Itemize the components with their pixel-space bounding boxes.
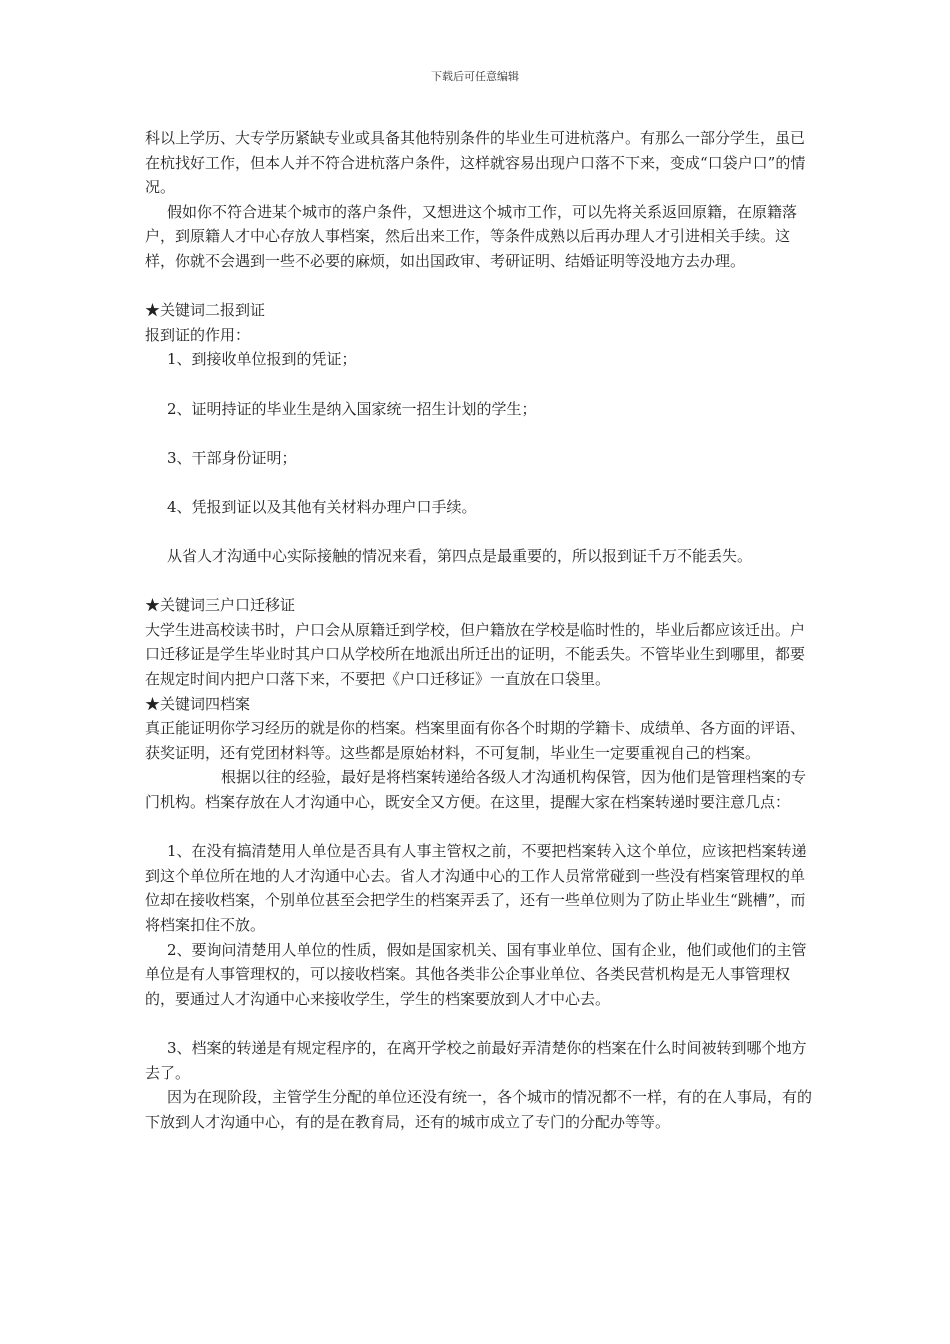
paragraph-part: 真正能证明你学习经历的就是你的档案。档案里面有你各个时期的学籍卡、成绩单、各方面的评语、获奖证明，还有党团材料等。这些都是原始材料，不可复制，毕业生一定要重视自己的档案。 [145,719,806,762]
paragraph [145,716,817,814]
section-heading: ★关键词二报到证 [145,301,266,320]
blank-line [145,1011,817,1036]
blank-line [145,421,817,446]
blank-line [145,372,817,397]
blank-line [145,470,817,495]
paragraph: 从省人才沟通中心实际接触的情况来看，第四点是最重要的，所以报到证千万不能丢失。 [167,547,753,566]
numbered-item: 2、要询问清楚用人单位的性质，假如是国家机关、国有事业单位、国有企业，他们或他们的主管单位是有人事管理权的，可以接收档案。其他各类非公企事业单位、各类民营机构是无人事管理权的，要通过人才沟通中心来接收学生，学生的档案要放到人才中心去。 [145,940,807,1008]
paragraph: 因为在现阶段，主管学生分配的单位还没有统一，各个城市的情况都不一样，有的在人事局，有的下放到人才沟通中心，有的是在教育局，还有的城市成立了专门的分配办等等。 [145,1088,813,1131]
blank-line [145,274,817,299]
paragraph: 大学生进高校读书时，户口会从原籍迁到学校，但户籍放在学校是临时性的，毕业后都应该迁出。户口迁移证是学生毕业时其户口从学校所在地派出所迁出的证明，不能丢失。不管毕业生到哪里，都要在规定时间内把户口落下来，不要把《户口迁移证》一直放在口袋里。 [145,620,806,689]
document-body [145,126,817,1134]
list-item: 3、干部身份证明； [167,448,297,467]
section-heading: ★关键词四档案 [145,694,251,713]
paragraph: 假如你不符合进某个城市的落户条件，又想进这个城市工作，可以先将关系返回原籍，在原籍落户，到原籍人才中心存放人事档案，然后出来工作，等条件成熟以后再办理人才引进相关手续。这样，你就不会遇到一些不必要的麻烦，如出国政审、考研证明、结婚证明等没地方去办理。 [145,202,798,270]
page-header: 下载后可任意编辑 [431,70,519,83]
numbered-item: 1、在没有搞清楚用人单位是否具有人事主管权之前，不要把档案转入这个单位，应该把档案转递到这个单位所在地的人才沟通中心去。省人才沟通中心的工作人员常常碰到一些没有档案管理权的单位却在接收档案，个别单位甚至会把学生的档案弄丢了，还有一些单位则为了防止毕业生“跳槽”，而将档案扣住不放。 [145,842,807,934]
list-item: 2、证明持证的毕业生是纳入国家统一招生计划的学生； [167,399,537,418]
blank-line [145,569,817,594]
paragraph: 科以上学历、大专学历紧缺专业或具备其他特别条件的毕业生可进杭落户。有那么一部分学生，虽已在杭找好工作，但本人并不符合进杭落户条件，这样就容易出现户口落不下来，变成“口袋户口”的情况。 [145,129,806,197]
blank-line [145,815,817,840]
section-heading: ★关键词三户口迁移证 [145,596,296,615]
blank-line [145,520,817,545]
list-item: 1、到接收单位报到的凭证； [167,350,357,369]
paragraph: 报到证的作用： [145,325,251,344]
numbered-item: 3、档案的转递是有规定程序的，在离开学校之前最好弄清楚你的档案在什么时间被转到哪个地方去了。 [145,1038,807,1082]
list-item: 4、凭报到证以及其他有关材料办理户口手续。 [167,497,477,516]
paragraph-part: 根据以往的经验，最好是将档案转递给各级人才沟通机构保管，因为他们是管理档案的专门机构。档案存放在人才沟通中心，既安全又方便。在这里，提醒大家在档案转递时要注意几点： [145,768,807,812]
